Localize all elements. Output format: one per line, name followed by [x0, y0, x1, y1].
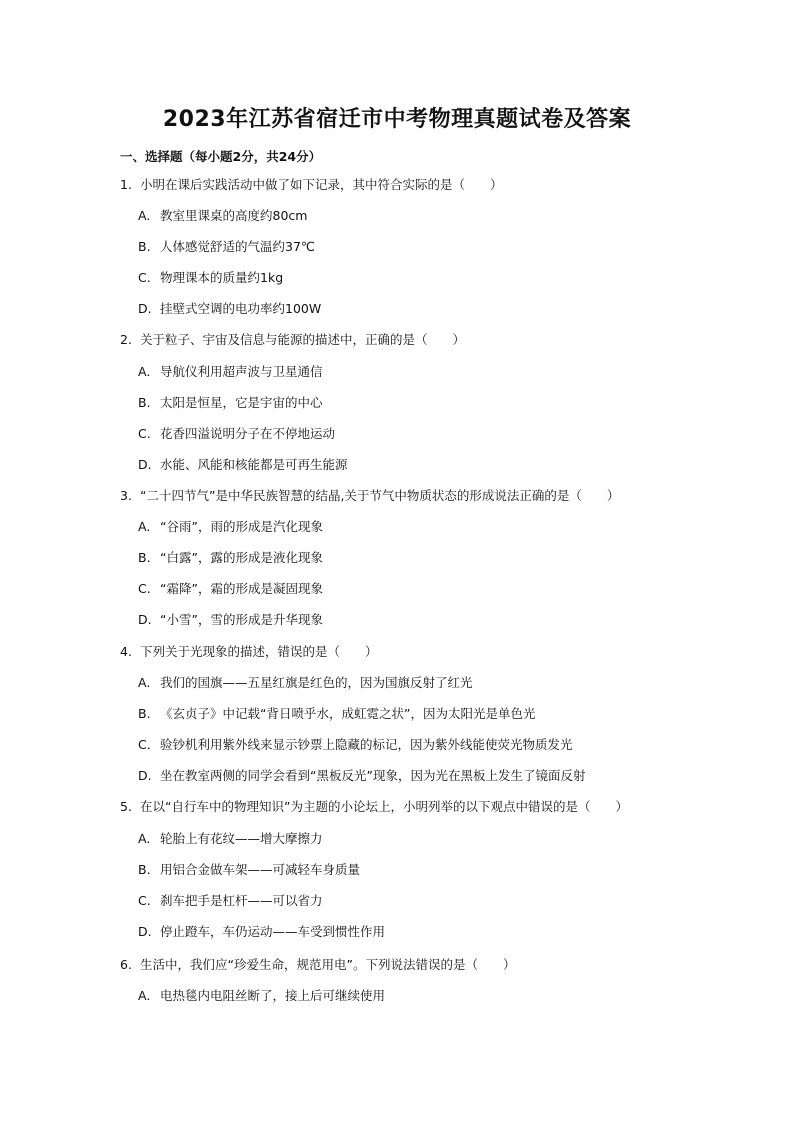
- option-text: 用铝合金做车架——可减轻车身质量: [160, 862, 361, 877]
- question-number: 2.: [120, 332, 132, 347]
- option-letter: D.: [138, 612, 152, 627]
- option-text: 停止蹬车，车仍运动——车受到惯性作用: [160, 924, 386, 939]
- question-number: 1.: [120, 177, 132, 192]
- option-letter: A.: [138, 831, 151, 846]
- question-6-stem: [120, 957, 515, 973]
- question-4-option-c: [138, 737, 573, 753]
- question-2-stem: [120, 332, 465, 348]
- option-letter: A.: [138, 208, 151, 223]
- option-letter: C.: [138, 270, 151, 285]
- question-4-option-d: [138, 768, 585, 784]
- option-letter: B.: [138, 862, 151, 877]
- option-letter: A.: [138, 675, 151, 690]
- option-text: 轮胎上有花纹——增大摩擦力: [160, 831, 323, 846]
- option-letter: D.: [138, 457, 152, 472]
- option-text: 电热毯内电阻丝断了，接上后可继续使用: [160, 988, 386, 1003]
- option-letter: B.: [138, 395, 151, 410]
- question-1-option-a: [138, 208, 307, 224]
- question-5-stem: [120, 799, 628, 815]
- option-letter: B.: [138, 706, 151, 721]
- question-4-option-a: [138, 675, 473, 691]
- question-3-option-b: [138, 550, 323, 566]
- option-text: “白露”，露的形成是液化现象: [160, 550, 323, 565]
- question-1-stem: [120, 177, 503, 193]
- option-text: 挂壁式空调的电功率约100W: [160, 301, 322, 316]
- option-text: 《玄贞子》中记载“背日喷乎水，成虹霓之状”，因为太阳光是单色光: [160, 706, 536, 721]
- question-5-option-d: [138, 924, 385, 940]
- option-text: 教室里课桌的高度约80cm: [160, 208, 308, 223]
- option-text: 太阳是恒星，它是宇宙的中心: [160, 395, 323, 410]
- option-letter: A.: [138, 364, 151, 379]
- option-text: 坐在教室两侧的同学会看到“黑板反光”现象，因为光在黑板上发生了镜面反射: [160, 768, 586, 783]
- question-number: 3.: [120, 488, 132, 503]
- option-letter: B.: [138, 550, 151, 565]
- question-number: 6.: [120, 957, 132, 972]
- question-number: 5.: [120, 799, 132, 814]
- option-letter: C.: [138, 426, 151, 441]
- question-text: 生活中，我们应“珍爱生命，规范用电”。下列说法错误的是（ ）: [140, 957, 516, 972]
- question-3-option-c: [138, 581, 323, 597]
- option-letter: C.: [138, 737, 151, 752]
- question-number: 4.: [120, 644, 132, 659]
- question-4-option-b: [138, 706, 535, 722]
- option-text: 人体感觉舒适的气温约37℃: [160, 239, 315, 254]
- question-3-stem: [120, 488, 619, 504]
- question-1-option-b: [138, 239, 315, 255]
- question-1-option-c: [138, 270, 283, 286]
- question-2-option-b: [138, 395, 323, 411]
- option-letter: D.: [138, 301, 152, 316]
- option-text: “霜降”，霜的形成是凝固现象: [160, 581, 323, 596]
- option-letter: B.: [138, 239, 151, 254]
- option-text: 物理课本的质量约1kg: [160, 270, 284, 285]
- option-text: 我们的国旗——五星红旗是红色的，因为国旗反射了红光: [160, 675, 473, 690]
- question-text: “二十四节气”是中华民族智慧的结晶,关于节气中物质状态的形成说法正确的是（ ）: [140, 488, 620, 503]
- question-text: 小明在课后实践活动中做了如下记录，其中符合实际的是（ ）: [140, 177, 503, 192]
- page-title: 2023年江苏省宿迁市中考物理真题试卷及答案: [162, 107, 632, 132]
- option-text: 验钞机利用紫外线来显示钞票上隐藏的标记，因为紫外线能使荧光物质发光: [160, 737, 573, 752]
- option-letter: C.: [138, 893, 151, 908]
- option-text: 导航仪利用超声波与卫星通信: [160, 364, 323, 379]
- section-heading: 一、选择题（每小题2分，共24分）: [120, 149, 322, 164]
- option-text: “谷雨”，雨的形成是汽化现象: [160, 519, 323, 534]
- question-2-option-c: [138, 426, 335, 442]
- option-letter: A.: [138, 519, 151, 534]
- question-5-option-a: [138, 831, 323, 847]
- question-1-option-d: [138, 301, 321, 317]
- option-text: 刹车把手是杠杆——可以省力: [160, 893, 323, 908]
- question-4-stem: [120, 644, 378, 660]
- question-5-option-b: [138, 862, 360, 878]
- option-text: “小雪”，雪的形成是升华现象: [160, 612, 323, 627]
- option-letter: D.: [138, 768, 152, 783]
- option-text: 花香四溢说明分子在不停地运动: [160, 426, 336, 441]
- option-letter: A.: [138, 988, 151, 1003]
- question-text: 在以“自行车中的物理知识”为主题的小论坛上，小明列举的以下观点中错误的是（ ）: [140, 799, 628, 814]
- question-3-option-d: [138, 612, 323, 628]
- question-2-option-a: [138, 364, 323, 380]
- question-3-option-a: [138, 519, 323, 535]
- option-letter: C.: [138, 581, 151, 596]
- question-2-option-d: [138, 457, 348, 473]
- question-text: 关于粒子、宇宙及信息与能源的描述中，正确的是（ ）: [140, 332, 466, 347]
- option-text: 水能、风能和核能都是可再生能源: [160, 457, 348, 472]
- question-5-option-c: [138, 893, 323, 909]
- question-6-option-a: [138, 988, 385, 1004]
- option-letter: D.: [138, 924, 152, 939]
- question-text: 下列关于光现象的描述，错误的是（ ）: [140, 644, 378, 659]
